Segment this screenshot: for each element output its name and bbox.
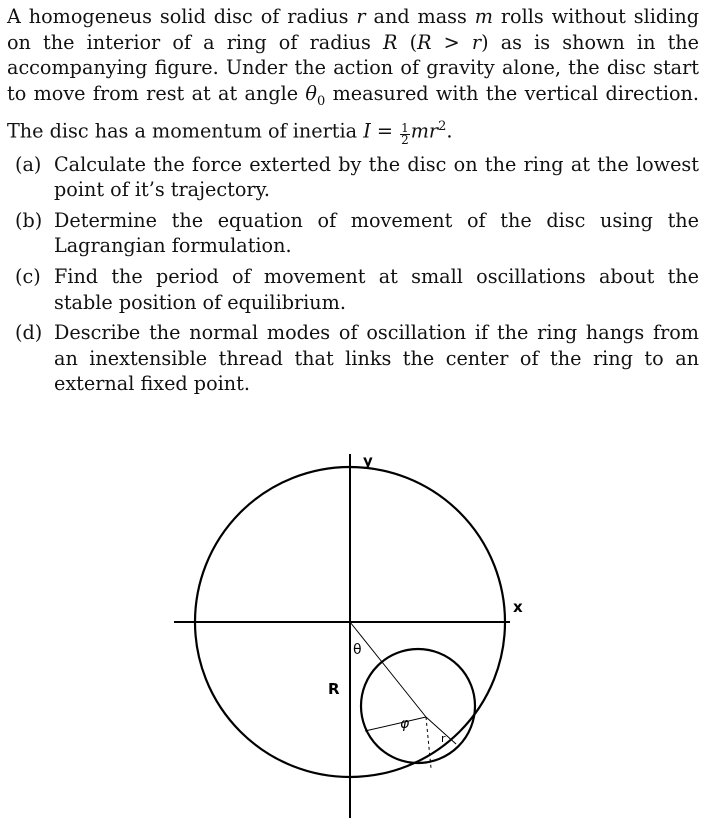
intro-text: . [446, 119, 453, 143]
question-item-b [7, 208, 699, 259]
problem-intro [7, 4, 699, 146]
intro-text: ( [397, 30, 418, 54]
label-x: x [513, 598, 523, 616]
question-text: Find the period of movement at small oscillations about the stable position of equilibrium. [54, 264, 699, 314]
fraction-numerator: 1 [401, 120, 409, 135]
label-r: r [441, 732, 446, 745]
symbol-R: R [417, 30, 432, 54]
fraction-denominator: 2 [401, 132, 409, 147]
symbol-mr: mr [410, 119, 439, 143]
phi-reference-line [365, 717, 426, 731]
question-item-a [7, 152, 699, 203]
intro-text: rolls without sliding on the interior of a ring of radius [7, 5, 699, 54]
question-label: (c) [15, 264, 41, 288]
label-phi: φ [400, 716, 410, 732]
ring-disc-figure [168, 446, 538, 826]
symbol-r: r [471, 30, 482, 54]
question-text: Determine the equation of movement of the disc using the Lagrangian formulation. [54, 208, 699, 258]
intro-text: ) as is shown in the accompanying figure. Under the action of gravity alone, the disc start to move from rest at at angle [7, 30, 699, 105]
intro-text: > [431, 30, 472, 54]
question-item-c [7, 264, 699, 315]
question-label: (b) [15, 208, 43, 232]
intro-text: measured with the vertical direction. The disc has a momentum of inertia [7, 81, 700, 143]
symbol-m: m [474, 5, 493, 28]
symbol-I: I [363, 119, 371, 143]
question-text: Calculate the force exterted by the disc on the ring at the lowest point of it’s trajectory. [54, 152, 699, 202]
label-theta: θ [353, 642, 362, 658]
question-list [7, 152, 699, 397]
subscript-zero: 0 [316, 93, 326, 109]
intro-text: and mass [365, 5, 475, 28]
dashed-vertical-line [426, 717, 431, 768]
question-label: (d) [15, 321, 43, 345]
intro-text: A homogeneus solid disc of radius [7, 5, 357, 28]
question-text: Describe the normal modes of oscillation if the ring hangs from an inextensible thread that links the center of the ring to an external fixed point. [54, 321, 699, 396]
symbol-r: r [356, 5, 366, 28]
symbol-R: R [382, 30, 398, 54]
fraction-one-half [400, 120, 410, 147]
question-item-d [7, 320, 699, 397]
superscript-two: 2 [438, 119, 447, 135]
equals-sign: = [370, 119, 400, 143]
label-y: y [363, 452, 373, 470]
symbol-theta: θ [305, 81, 317, 105]
question-label: (a) [15, 152, 42, 176]
rolling-disc [361, 649, 475, 763]
label-R: R [328, 680, 340, 698]
problem-statement [7, 4, 699, 402]
